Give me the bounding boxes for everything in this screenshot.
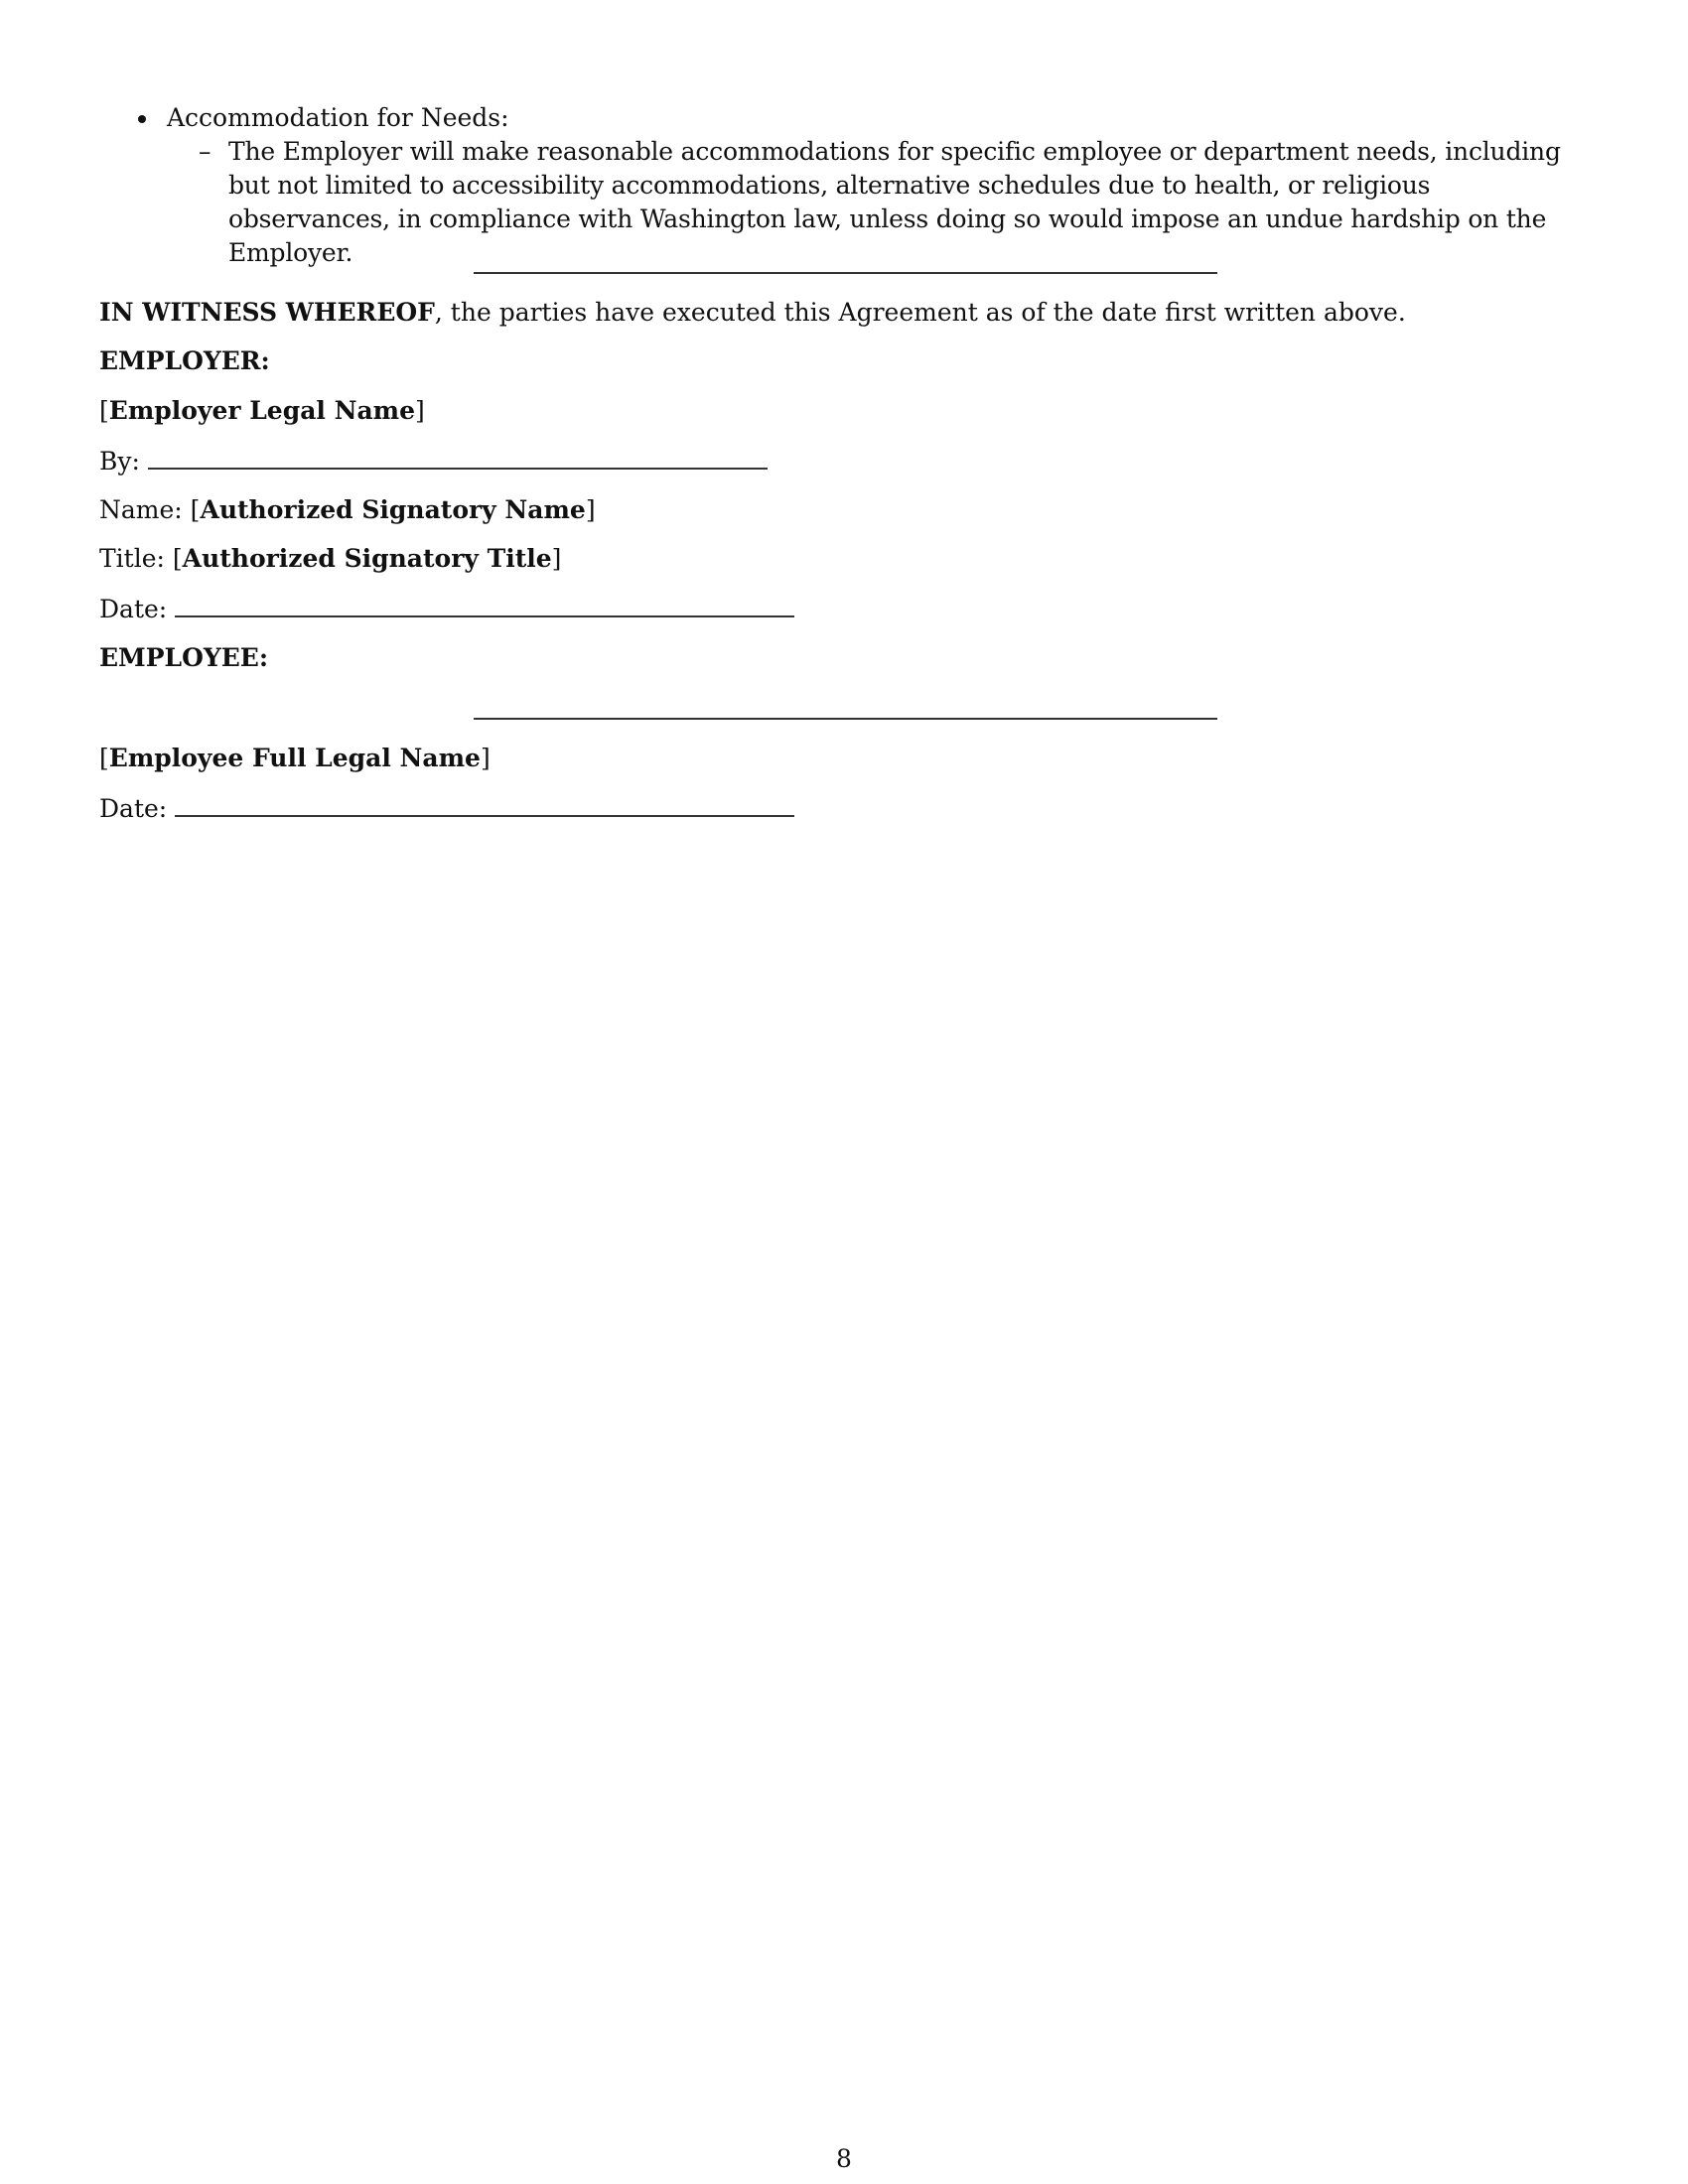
- by-label: By:: [99, 447, 140, 476]
- employee-signature-line[interactable]: [474, 718, 1217, 720]
- dash-icon: –: [199, 137, 211, 166]
- employer-by-line: [99, 444, 768, 478]
- sub-bullet-item: [199, 135, 1597, 270]
- signatory-title: Authorized Signatory Title: [182, 544, 552, 573]
- accommodation-section: [167, 101, 1597, 270]
- bullet-dot-icon: [138, 115, 146, 123]
- section-divider: [474, 272, 1217, 274]
- employer-legal-name: [Employer Legal Name]: [99, 396, 425, 425]
- employer-date-field[interactable]: [175, 592, 794, 617]
- employee-date-field[interactable]: [175, 791, 794, 817]
- employer-title-line: Title: [Authorized Signatory Title]: [99, 544, 562, 573]
- employer-signature-field[interactable]: [148, 444, 768, 470]
- witness-statement: [99, 296, 1406, 330]
- bullet-item: [167, 101, 1597, 135]
- employer-heading: EMPLOYER:: [99, 346, 270, 375]
- employee-heading: EMPLOYEE:: [99, 643, 269, 672]
- witness-text: , the parties have executed this Agreement as of the date first written above.: [434, 298, 1406, 327]
- page-number: 8: [836, 2144, 852, 2173]
- employer-name-line: Name: [Authorized Signatory Name]: [99, 495, 596, 524]
- employer-date-line: Date:: [99, 592, 794, 626]
- sub-bullet-text: The Employer will make reasonable accommodations for specific employee or department needs, including but not limited to accessibility accommodations, alternative schedules due to health, or religious observances, in compliance with Washington law, unless doing so would impose an undue hardship on the Employer.: [228, 137, 1561, 267]
- employee-legal-name: [Employee Full Legal Name]: [99, 744, 491, 772]
- employee-date-line: Date:: [99, 791, 794, 826]
- signatory-name: Authorized Signatory Name: [200, 495, 586, 524]
- witness-bold: IN WITNESS WHEREOF: [99, 298, 435, 327]
- bullet-heading: Accommodation for Needs:: [167, 103, 509, 132]
